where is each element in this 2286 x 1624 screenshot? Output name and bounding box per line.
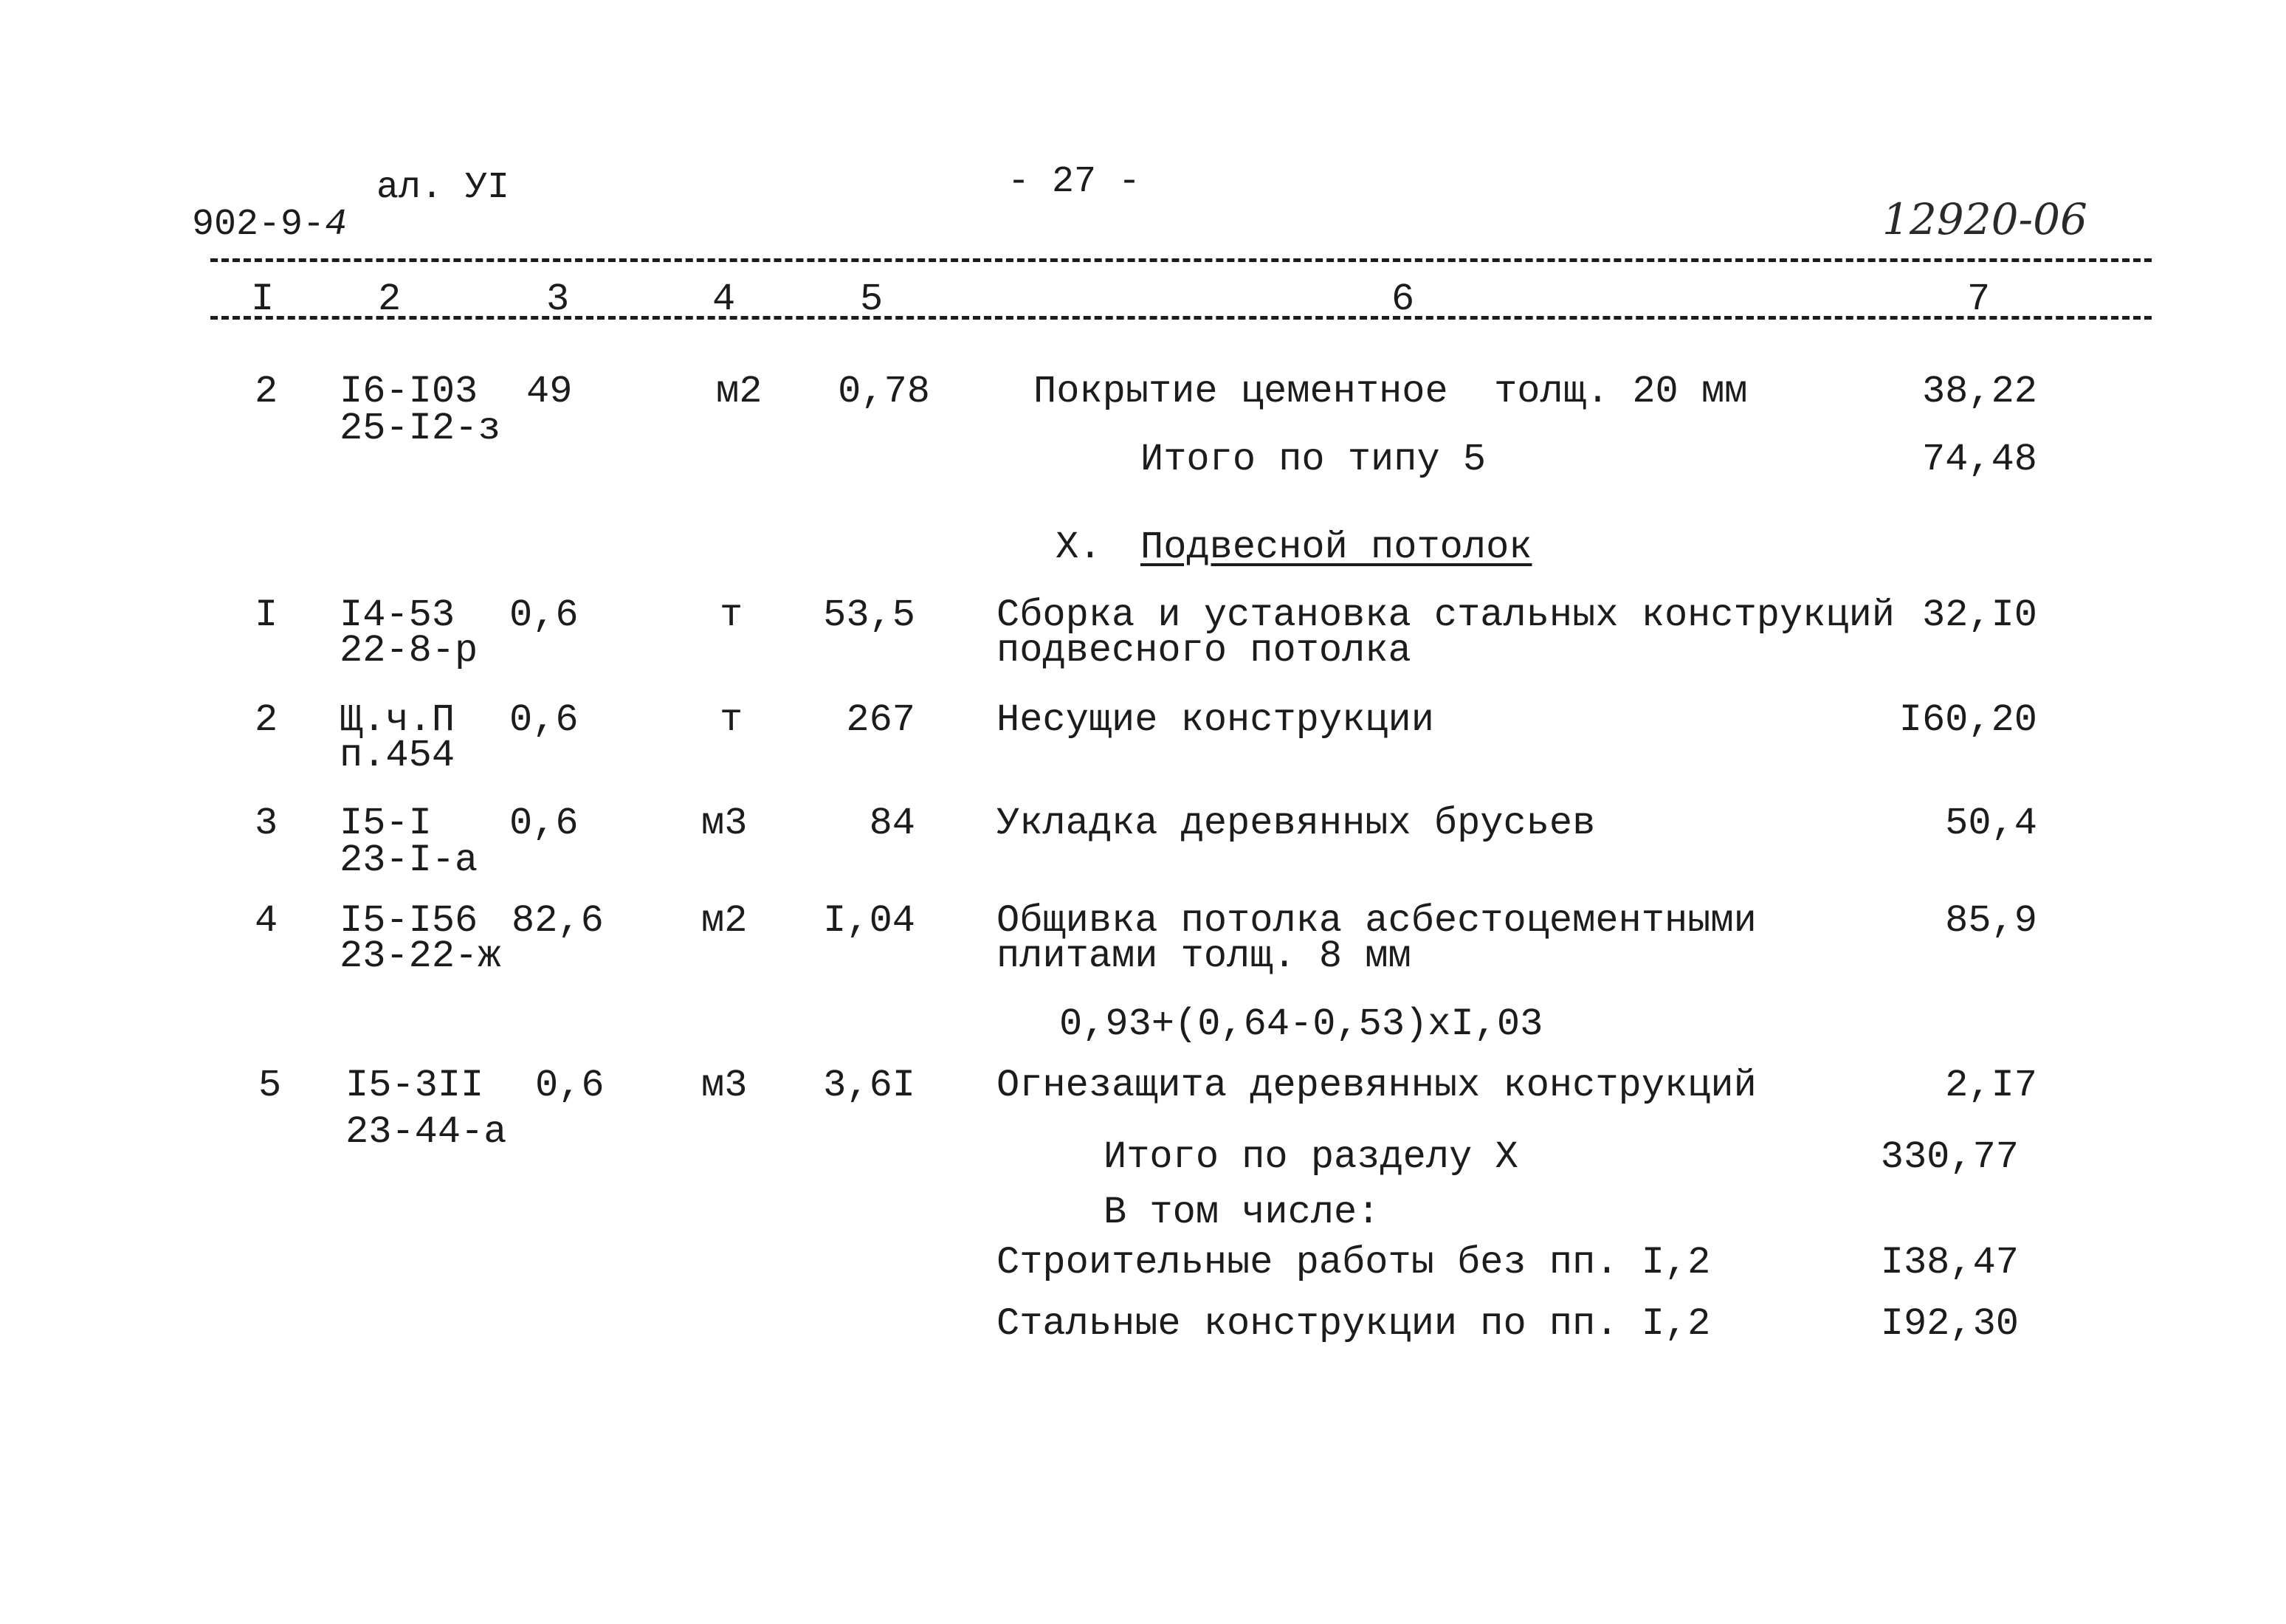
description-line-2: подвесного потолка: [996, 629, 1411, 672]
breakdown-steel-value: I92,30: [1880, 1302, 2019, 1346]
code-primary: I6-I03: [340, 370, 478, 413]
subtotal-type-label: Итого по типу 5: [1140, 438, 1487, 481]
description-line-1: Сборка и установка стальных конструкций: [996, 593, 1895, 637]
column-header-5: 5: [860, 278, 884, 321]
code-secondary: 22-8-р: [340, 629, 478, 672]
code-secondary: 25-I2-з: [340, 407, 501, 450]
quantity: 0,6: [509, 698, 579, 742]
unit: м3: [701, 802, 748, 845]
code-primary: Щ.ч.П: [340, 698, 455, 742]
description: Огнезащита деревянных конструкций: [996, 1064, 1757, 1107]
row-number: I: [255, 593, 278, 637]
including-label: В том числе:: [1104, 1191, 1380, 1234]
description-line-1: Общивка потолка асбестоцементными: [996, 899, 1757, 943]
code-primary: I5-I56: [340, 899, 478, 943]
document-series: [148, 170, 347, 244]
breakdown-steel-label: Стальные конструкции по пп. I,2: [996, 1302, 1711, 1346]
code-primary: I5-I: [340, 802, 432, 845]
unit-price: 267: [846, 698, 915, 742]
handwritten-code: 12920-06: [1882, 194, 2087, 244]
code-secondary: 23-44-а: [345, 1110, 507, 1154]
total: 38,22: [1921, 370, 2037, 413]
album-number: ал. УI: [376, 167, 510, 209]
total: I60,20: [1898, 698, 2037, 742]
quantity: 0,6: [535, 1064, 605, 1107]
quantity: 0,6: [509, 802, 579, 845]
quantity: 82,6: [512, 899, 604, 943]
unit-price: I,04: [823, 899, 915, 943]
unit-price: 84: [869, 802, 915, 845]
code-primary: I4-53: [340, 593, 455, 637]
section-number: X.: [1056, 526, 1102, 569]
calculation-formula: 0,93+(0,64-0,53)хI,03: [1059, 1002, 1543, 1046]
total: 32,I0: [1921, 593, 2037, 637]
code-secondary: 23-22-ж: [340, 935, 501, 978]
unit: м2: [701, 899, 748, 943]
row-number: 4: [255, 899, 278, 943]
section-total-value: 330,77: [1880, 1135, 2019, 1179]
unit: т: [720, 698, 743, 742]
section-title: Подвесной потолок: [1140, 526, 1532, 569]
breakdown-construction-value: I38,47: [1880, 1241, 2019, 1284]
series-code: 902-9-: [192, 204, 326, 246]
description: Несущие конструкции: [996, 698, 1434, 742]
total: 85,9: [1945, 899, 2037, 943]
subtotal-type-value: 74,48: [1921, 438, 2037, 481]
description: Покрытие цементное толщ. 20 мм: [1033, 370, 1748, 413]
unit: м3: [701, 1064, 748, 1107]
row-number: 2: [255, 370, 278, 413]
series-mark: 4: [325, 204, 348, 246]
description-line-2: плитами толщ. 8 мм: [996, 935, 1411, 978]
header-top-rule: [210, 258, 2152, 262]
row-number: 5: [258, 1064, 282, 1107]
row-number: 3: [255, 802, 278, 845]
code-secondary: п.454: [340, 734, 455, 777]
unit-price: 53,5: [823, 593, 915, 637]
column-header-7: 7: [1967, 278, 1991, 321]
unit: м2: [716, 370, 762, 413]
page-number: - 27 -: [1008, 161, 1141, 203]
column-header-3: 3: [546, 278, 570, 321]
column-header-2: 2: [378, 278, 402, 321]
column-header-6: 6: [1391, 278, 1415, 321]
breakdown-construction-label: Строительные работы без пп. I,2: [996, 1241, 1711, 1284]
code-primary: I5-3II: [345, 1064, 484, 1107]
unit: т: [720, 593, 743, 637]
quantity: 0,6: [509, 593, 579, 637]
row-number: 2: [255, 698, 278, 742]
description: Укладка деревянных брусьев: [996, 802, 1596, 845]
unit-price: 3,6I: [823, 1064, 915, 1107]
column-header-4: 4: [712, 278, 736, 321]
header-bottom-rule: [210, 316, 2152, 320]
total: 50,4: [1945, 802, 2037, 845]
section-total-label: Итого по разделу X: [1104, 1135, 1518, 1179]
total: 2,I7: [1945, 1064, 2037, 1107]
column-header-1: I: [251, 278, 275, 321]
code-secondary: 23-I-а: [340, 839, 478, 882]
unit-price: 0,78: [838, 370, 930, 413]
quantity: 49: [526, 370, 573, 413]
